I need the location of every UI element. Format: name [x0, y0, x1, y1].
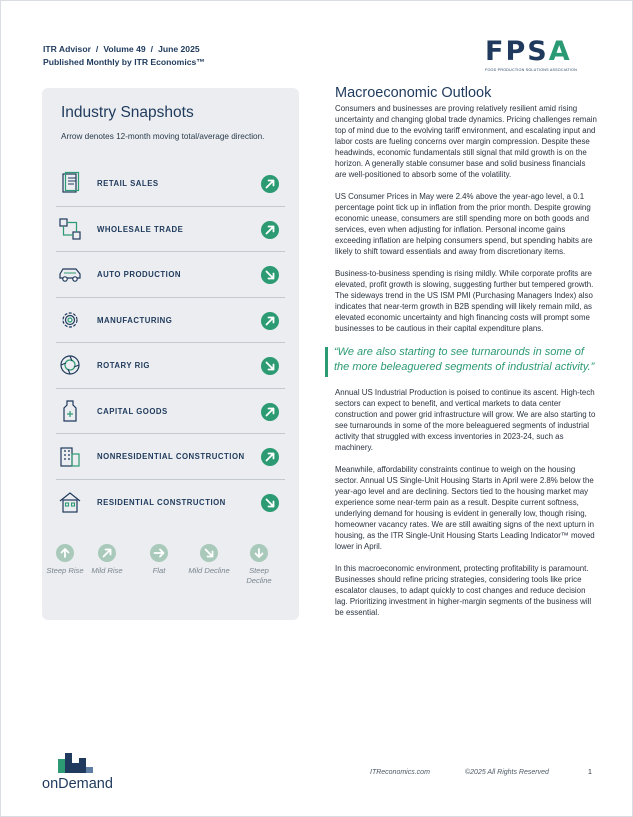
ondemand-logo — [42, 753, 113, 792]
gear-icon — [58, 308, 82, 332]
mild-rise-arrow-icon — [261, 175, 279, 193]
snapshot-row — [56, 480, 285, 526]
legend-label: Mild Rise — [91, 566, 123, 575]
publisher-line: Published Monthly by ITR Economics™ — [43, 57, 205, 67]
logo-letter-a: A — [548, 36, 572, 67]
logo-subtitle: FOOD PRODUCTION SOLUTIONS ASSOCIATION — [485, 68, 577, 72]
article-paragraph-1: Consumers and businesses are proving relatively resilient amid rising uncertainty and changing global trade dynamics. Pricing challenges remain top of mind due to the evolving tariff environment, and escalating input and labor costs are fueling concerns over margin compression. Despite these headwinds, economic fundamentals still signal that mild growth is on the horizon. A generally stable consumer base and solid business financials are well-positioned to absorb some of the volatility. — [335, 104, 597, 179]
legend-item — [136, 544, 182, 576]
article-paragraph-3: Business-to-business spending is rising mildly. While corporate profits are elevated, profit growth is slowing, suggesting further but tempered growth. The sideways trend in the US ISM PMI (Purchasing Managers Index) also indicates that near-term growth in B2B spending will likely remain mild, as elevated economic uncertainty and high financing costs will prompt some businesses to be cautious in their capital expenditure plans. — [335, 269, 594, 333]
snapshot-row — [56, 207, 285, 253]
fpsa-logo — [485, 37, 593, 72]
industry-snapshots-panel — [42, 88, 299, 620]
mild-decline-arrow-icon — [200, 544, 218, 562]
publication-name: ITR Advisor — [43, 44, 91, 54]
masthead: ITR Advisor / Volume 49 / June 2025 Published Monthly by ITR Economics™ — [43, 44, 205, 67]
article-paragraph-2: US Consumer Prices in May were 2.4% above the year-ago level, a 0.1 percentage point tick up in inflation from the prior month. Despite growing economic unease, consumers are still spending more on both goods and services, even when adjusting for inflation. Personal income gains exceeding inflation are helping consumers spend, but spending habits are likely to shift toward essentials and away from discretionary items. — [335, 192, 593, 256]
mild-rise-arrow-icon — [98, 544, 116, 562]
legend-item — [42, 544, 88, 576]
pull-quote — [325, 345, 597, 375]
building-icon — [58, 444, 82, 468]
snapshot-label: ROTARY RIG — [97, 361, 150, 370]
logo-letter-s: S — [527, 36, 549, 67]
snapshot-list — [56, 161, 285, 525]
issue-date: June 2025 — [158, 44, 200, 54]
footer-url[interactable]: ITReconomics.com — [370, 769, 430, 776]
car-icon — [58, 262, 82, 286]
receipt-icon — [58, 171, 82, 195]
article-paragraph-6: In this macroeconomic environment, protecting profitability is paramount. Businesses should refine pricing strategies, considering tools like price escalator clauses, to adapt quickly to cost changes and reduce decision lag. Prioritizing investment in higher-margin segments of the business will be essential. — [335, 564, 592, 617]
article-paragraph-5: Meanwhile, affordability constraints continue to weigh on the housing sector. Annual US Single-Unit Housing Starts in April were 2.8% below the year-ago level and are declining. Sectors tied to the housing market may experience some near-term pain as a result. Despite current softness, underlying demand for housing is evident in generally low, though rising, homeowner vacancy rates. We are still awaiting signs of the next upturn in housing, as the ITR Single-Unit Housing Starts Leading Indicator™ moved lower in April. — [335, 465, 595, 551]
trend-legend — [46, 544, 285, 604]
snapshot-label: RESIDENTIAL CONSTRUCTION — [97, 497, 226, 507]
footer-copyright: ©2025 All Rights Reserved — [465, 769, 549, 776]
mild-decline-arrow-icon — [261, 266, 279, 284]
bottle-icon — [58, 399, 82, 423]
mild-decline-arrow-icon — [261, 357, 279, 375]
article-paragraph-4: Annual US Industrial Production is poised to continue its ascent. High-tech sectors can expect to benefit, and vertical markets to data center construction and power grid infrastructure will grow. We are also starting to see turnarounds in some of the more beleaguered segments of industrial activity that struggled with excess inventories in 2023-24, such as machinery. — [335, 388, 596, 452]
legend-label: Flat — [152, 566, 166, 575]
article-title: Macroeconomic Outlook — [335, 85, 492, 101]
house-icon — [58, 490, 82, 514]
snapshot-row — [56, 343, 285, 389]
mild-rise-arrow-icon — [261, 448, 279, 466]
logo-letters-fp: FP — [485, 36, 528, 67]
legend-label: Steep Decline — [246, 566, 272, 585]
snapshot-label: MANUFACTURING — [97, 315, 173, 325]
legend-label: Mild Decline — [188, 566, 230, 575]
snapshot-label: RETAIL SALES — [97, 179, 159, 188]
snapshots-note: Arrow denotes 12-month moving total/average direction. — [61, 132, 265, 141]
snapshot-row — [56, 389, 285, 435]
snapshots-title: Industry Snapshots — [61, 104, 194, 121]
legend-item — [186, 544, 232, 576]
flow-icon — [58, 217, 82, 241]
legend-item — [236, 544, 282, 586]
mild-rise-arrow-icon — [261, 403, 279, 421]
snapshot-label: CAPITAL GOODS — [97, 406, 168, 416]
ondemand-wordmark: onDemand — [42, 776, 113, 792]
page-number: 1 — [588, 769, 592, 776]
mild-decline-arrow-icon — [261, 494, 279, 512]
snapshot-label: NONRESIDENTIAL CONSTRUCTION — [97, 452, 245, 461]
snapshot-row — [56, 252, 285, 298]
snapshot-row — [56, 161, 285, 207]
snapshot-label: WHOLESALE TRADE — [97, 224, 184, 234]
pull-quote-text: “We are also starting to see turnarounds in some of the more beleaguered segments of industrial activity.” — [334, 346, 595, 373]
mild-rise-arrow-icon — [261, 312, 279, 330]
snapshot-label: AUTO PRODUCTION — [97, 270, 182, 279]
snapshot-row — [56, 434, 285, 480]
rig-icon — [58, 353, 82, 377]
snapshot-row — [56, 298, 285, 344]
legend-label: Steep Rise — [46, 566, 84, 575]
legend-item — [84, 544, 130, 576]
steep-decline-arrow-icon — [250, 544, 268, 562]
pull-quote-bar — [325, 347, 328, 377]
flat-arrow-icon — [150, 544, 168, 562]
mild-rise-arrow-icon — [261, 221, 279, 239]
bar-mark-icon — [42, 753, 102, 773]
steep-rise-arrow-icon — [56, 544, 74, 562]
volume-number: Volume 49 — [103, 44, 146, 54]
article — [335, 85, 597, 629]
